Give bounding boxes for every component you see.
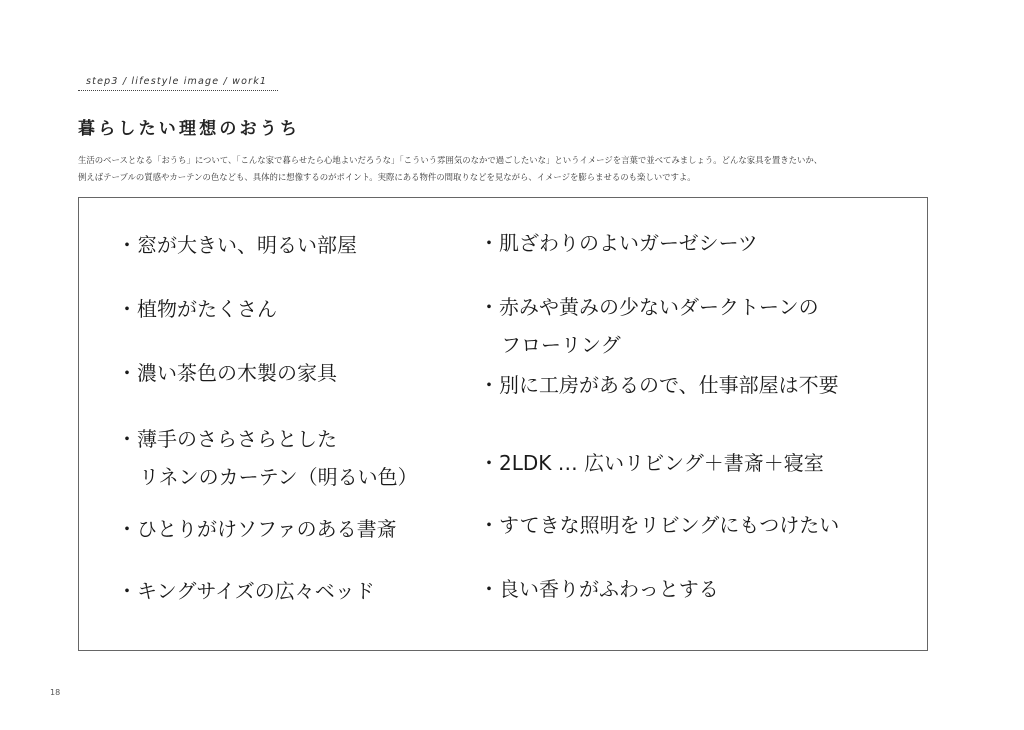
note-left-4-line-2: リネンのカーテン（明るい色） xyxy=(139,465,418,489)
note-left-1: ・窓が大きい、明るい部屋 xyxy=(117,233,357,257)
dotted-divider xyxy=(78,90,278,91)
note-left-3: ・濃い茶色の木製の家具 xyxy=(117,361,337,385)
intro-paragraph xyxy=(78,152,958,186)
step-breadcrumb: step3 / lifestyle image / work1 xyxy=(86,76,268,87)
note-left-4 xyxy=(117,420,418,496)
note-right-4: ・2LDK … 広いリビング＋書斎＋寝室 xyxy=(479,451,824,475)
note-right-5: ・すてきな照明をリビングにもつけたい xyxy=(479,513,840,537)
note-left-6: ・キングサイズの広々ベッド xyxy=(117,579,375,603)
note-right-1: ・肌ざわりのよいガーゼシーツ xyxy=(479,231,758,255)
note-right-2 xyxy=(479,288,819,364)
note-right-2-line-1: ・赤みや黄みの少ないダークトーンの xyxy=(479,295,819,319)
note-left-2: ・植物がたくさん xyxy=(117,297,277,321)
note-left-4-line-1: ・薄手のさらさらとした xyxy=(117,427,337,451)
page-number: 18 xyxy=(50,688,61,697)
note-right-6: ・良い香りがふわっとする xyxy=(479,577,719,601)
note-right-2-line-2: フローリング xyxy=(501,333,621,357)
handwritten-notes-box xyxy=(78,197,928,651)
note-left-5: ・ひとりがけソファのある書斎 xyxy=(117,517,397,541)
intro-line-2: 例えばテーブルの質感やカーテンの色なども、具体的に想像するのがポイント。実際にある物件の間取りなどを見ながら、イメージを膨らませるのも楽しいですよ。 xyxy=(78,172,696,182)
intro-line-1: 生活のベースとなる「おうち」について、「こんな家で暮らせたら心地よいだろうな」「こういう雰囲気のなかで過ごしたいな」というイメージを言葉で並べてみましょう。どんな家具を置きたいか、 xyxy=(78,155,823,165)
page-title: 暮らしたい理想のおうち xyxy=(78,119,301,139)
note-right-3: ・別に工房があるので、仕事部屋は不要 xyxy=(479,373,839,397)
